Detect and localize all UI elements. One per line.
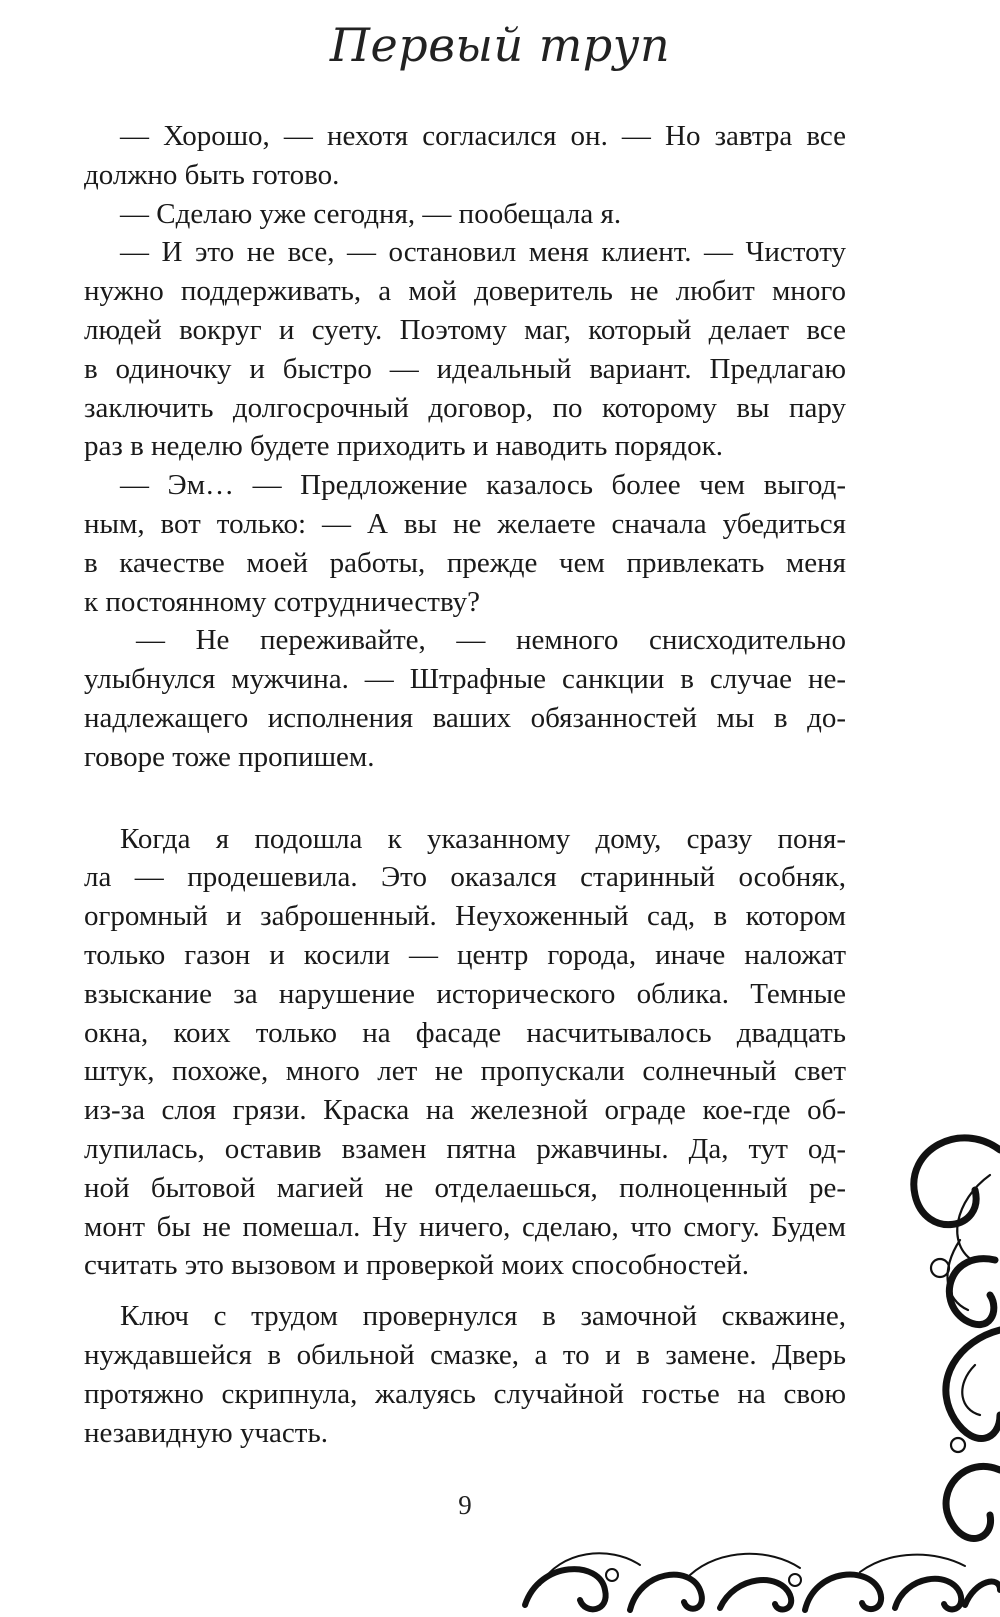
text-line: окна, коих только на фасаде насчитывалось двадцать [84, 1016, 846, 1049]
text-line: улыбнулся мужчина. — Штрафные санкции в случае не- [84, 663, 846, 696]
text-line: протяжно скрипнула, жалуясь случайной гостье на свою [84, 1377, 846, 1410]
text-line: заключить долгосрочный договор, по которому вы пару [84, 391, 846, 424]
text-line: ным, вот только: — А вы не желаете сначала убедиться [84, 507, 846, 540]
text-line: взыскание за нарушение исторического облика. Темные [84, 977, 846, 1010]
text-line: лупилась, оставив взамен пятна ржавчины. Да, тут од- [84, 1132, 846, 1165]
page-number: 9 [458, 1490, 472, 1520]
text-line: считать это вызовом и проверкой моих способностей. [84, 1249, 750, 1282]
text-line: раз в неделю будете приходить и наводить порядок. [84, 430, 724, 463]
text-line: в качестве моей работы, прежде чем привлекать меня [84, 546, 846, 579]
text-line: из-за слоя грязи. Краска на железной ограде кое-где об- [84, 1094, 846, 1127]
text-line: — Эм… — Предложение казалось более чем выгод- [120, 469, 846, 502]
text-line: к постоянному сотрудничеству? [84, 585, 481, 618]
text-line: ной бытовой магией не отделаешься, полноценный ре- [84, 1171, 846, 1204]
text-line: Ключ с трудом провернулся в замочной скважине, [120, 1300, 846, 1333]
text-line: монт бы не помешал. Ну ничего, сделаю, что смогу. Будем [84, 1210, 846, 1243]
running-head-title: Первый труп [329, 18, 671, 72]
text-line: говоре тоже пропишем. [84, 740, 375, 773]
text-line: должно быть готово. [84, 158, 340, 191]
text-line: нуждавшейся в обильной смазке, а то и в замене. Дверь [84, 1338, 846, 1371]
text-line: незавидную участь. [84, 1416, 328, 1449]
text-line: в одиночку и быстро — идеальный вариант. Предлагаю [84, 352, 846, 385]
text-line: Когда я подошла к указанному дому, сразу поня- [120, 822, 846, 855]
text-line: огромный и заброшенный. Неухоженный сад, в котором [84, 900, 846, 933]
text-line: — И это не все, — остановил меня клиент. — Чистоту [120, 236, 846, 269]
text-line: людей вокруг и суету. Поэтому маг, который делает все [84, 313, 846, 346]
text-line: — Хорошо, — нехотя согласился он. — Но завтра все [120, 120, 846, 152]
text-line: штук, похоже, много лет не пропускали солнечный свет [84, 1055, 846, 1088]
text-line: надлежащего исполнения ваших обязанностей мы в до- [84, 701, 846, 734]
text-line: — Сделаю уже сегодня, — пообещала я. [120, 197, 622, 230]
text-line: ла — продешевила. Это оказался старинный особняк, [84, 861, 846, 894]
text-line: — Не переживайте, — немного снисходительно [136, 624, 846, 657]
text-line: только газон и косили — центр города, иначе наложат [84, 938, 846, 971]
text-line: нужно поддерживать, а мой доверитель не любит много [84, 275, 846, 308]
